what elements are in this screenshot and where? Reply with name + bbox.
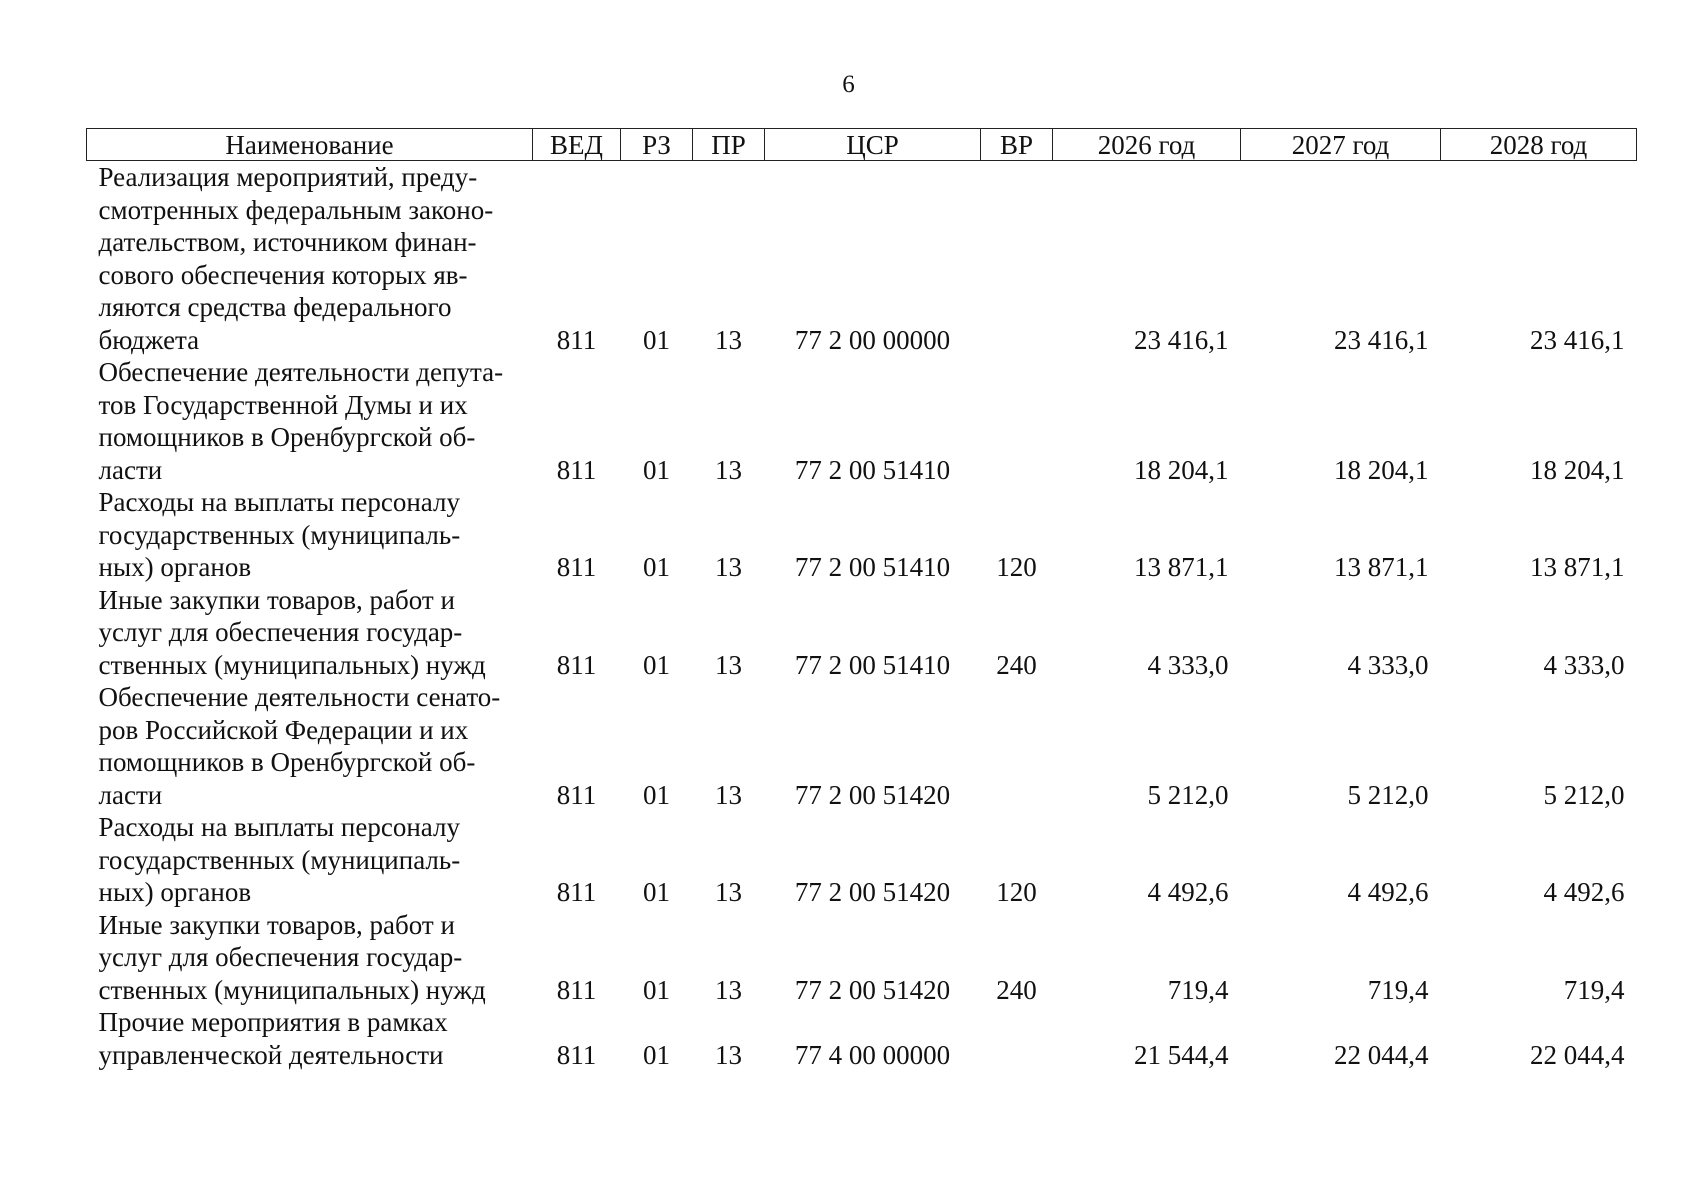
cell-2028: 18 204,1: [1530, 454, 1625, 485]
cell-name: Иные закупки товаров, работ и услуг для обеспечения государ- ственных (муниципальных) нужд: [98, 909, 486, 1005]
header-ved: ВЕД: [533, 129, 621, 161]
cell-csr: 77 4 00 00000: [794, 1039, 951, 1070]
cell-vr: [981, 161, 1053, 357]
cell-rz: 01: [643, 974, 670, 1005]
header-2027: 2027 год: [1241, 129, 1441, 161]
cell-2027: 23 416,1: [1334, 324, 1429, 355]
cell-ved: 811: [556, 779, 597, 810]
cell-vr: 120: [996, 877, 1037, 907]
cell-2026: 18 204,1: [1134, 454, 1229, 485]
header-rz: РЗ: [621, 129, 693, 161]
cell-2028: 22 044,4: [1530, 1039, 1625, 1070]
cell-2028: 4 492,6: [1543, 877, 1625, 907]
header-2026: 2026 год: [1053, 129, 1241, 161]
cell-2028: 719,4: [1563, 974, 1625, 1005]
cell-ved: 811: [556, 552, 597, 582]
cell-pr: 13: [715, 552, 742, 582]
cell-2027: 719,4: [1367, 974, 1429, 1005]
table-row: [87, 909, 1637, 1007]
cell-rz: 01: [643, 877, 670, 907]
header-csr: ЦСР: [765, 129, 981, 161]
header-2028: 2028 год: [1441, 129, 1637, 161]
table-row: [87, 486, 1637, 584]
cell-2027: 18 204,1: [1334, 454, 1429, 485]
cell-csr: 77 2 00 51420: [794, 974, 951, 1005]
cell-vr: 120: [996, 552, 1037, 582]
header-name: Наименование: [87, 129, 533, 161]
cell-2026: 4 492,6: [1147, 877, 1229, 907]
page-number: 6: [842, 71, 855, 98]
cell-csr: 77 2 00 51410: [794, 454, 951, 485]
cell-2028: 23 416,1: [1530, 324, 1625, 355]
cell-vr: [981, 1006, 1053, 1071]
cell-2027: 22 044,4: [1334, 1039, 1429, 1070]
header-vr: ВР: [981, 129, 1053, 161]
cell-name: Расходы на выплаты персоналу государственных (муниципаль- ных) органов: [98, 487, 461, 582]
cell-vr: [981, 356, 1053, 486]
table-row: [87, 681, 1637, 811]
cell-rz: 01: [643, 779, 670, 810]
cell-pr: 13: [715, 324, 742, 355]
table-row: [87, 161, 1637, 357]
cell-ved: 811: [556, 974, 597, 1005]
cell-ved: 811: [556, 877, 597, 907]
cell-name: Реализация мероприятий, преду- смотренных федеральным законо- дательством, источником финан- сового обеспечения которых яв- ляются средства федерального бюджета: [98, 162, 494, 355]
cell-2027: 5 212,0: [1347, 779, 1429, 810]
cell-2026: 4 333,0: [1147, 649, 1229, 680]
budget-table: [86, 128, 1637, 1071]
cell-2026: 5 212,0: [1147, 779, 1229, 810]
cell-pr: 13: [715, 649, 742, 680]
cell-csr: 77 2 00 51410: [794, 552, 951, 582]
cell-ved: 811: [556, 454, 597, 485]
cell-2026: 23 416,1: [1134, 324, 1229, 355]
cell-rz: 01: [643, 324, 670, 355]
cell-rz: 01: [643, 454, 670, 485]
cell-name: Расходы на выплаты персоналу государственных (муниципаль- ных) органов: [98, 812, 461, 907]
cell-pr: 13: [715, 1039, 742, 1070]
cell-name: Иные закупки товаров, работ и услуг для обеспечения государ- ственных (муниципальных) нужд: [98, 584, 486, 680]
cell-2026: 13 871,1: [1134, 552, 1229, 582]
cell-pr: 13: [715, 454, 742, 485]
cell-ved: 811: [556, 324, 597, 355]
table-row: [87, 1006, 1637, 1071]
cell-2027: 4 333,0: [1347, 649, 1429, 680]
cell-2028: 4 333,0: [1543, 649, 1625, 680]
cell-pr: 13: [715, 779, 742, 810]
cell-ved: 811: [556, 649, 597, 680]
table-row: [87, 356, 1637, 486]
cell-pr: 13: [715, 974, 742, 1005]
cell-csr: 77 2 00 00000: [794, 324, 951, 355]
cell-csr: 77 2 00 51410: [794, 649, 951, 680]
cell-pr: 13: [715, 877, 742, 907]
cell-2028: 5 212,0: [1543, 779, 1625, 810]
cell-name: Обеспечение деятельности депута- тов Государственной Думы и их помощников в Оренбургской об- ласти: [98, 357, 504, 485]
header-pr: ПР: [693, 129, 765, 161]
table-row: [87, 811, 1637, 909]
cell-vr: [981, 681, 1053, 811]
cell-name: Прочие мероприятия в рамках управленческой деятельности: [98, 1007, 448, 1070]
cell-csr: 77 2 00 51420: [794, 877, 951, 907]
cell-vr: 240: [996, 649, 1037, 680]
cell-2027: 4 492,6: [1347, 877, 1429, 907]
cell-2028: 13 871,1: [1530, 552, 1625, 582]
cell-2027: 13 871,1: [1334, 552, 1429, 582]
cell-2026: 21 544,4: [1134, 1039, 1229, 1070]
cell-name: Обеспечение деятельности сенато- ров Российской Федерации и их помощников в Оренбургской об- ласти: [98, 682, 501, 810]
cell-ved: 811: [556, 1039, 597, 1070]
table-header-row: [87, 129, 1637, 161]
cell-rz: 01: [643, 1039, 670, 1070]
table-body: [87, 161, 1637, 1072]
table-row: [87, 584, 1637, 682]
cell-rz: 01: [643, 552, 670, 582]
cell-rz: 01: [643, 649, 670, 680]
cell-2026: 719,4: [1167, 974, 1229, 1005]
cell-csr: 77 2 00 51420: [794, 779, 951, 810]
cell-vr: 240: [996, 974, 1037, 1005]
